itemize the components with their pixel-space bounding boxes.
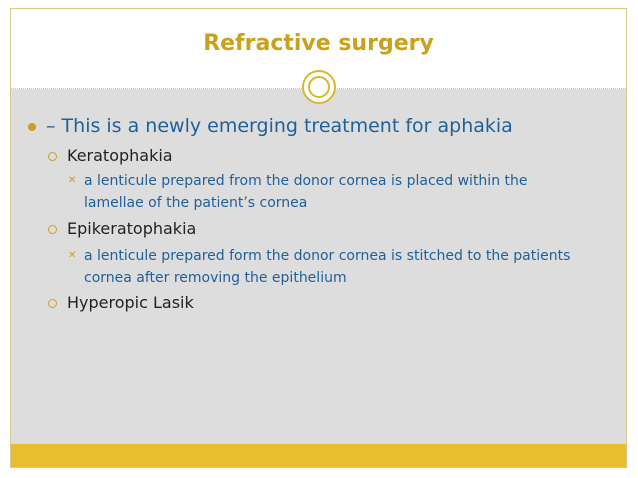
detail-epikeratophakia-text: a lenticule prepared form the donor cornea is stitched to the patients cornea after removing the epithelium bbox=[84, 248, 571, 286]
bullet-epikeratophakia bbox=[48, 219, 196, 238]
bullet-main bbox=[28, 115, 513, 137]
filled-circle-bullet-icon bbox=[28, 123, 36, 131]
bullet-epikeratophakia-label: Epikeratophakia bbox=[67, 219, 197, 238]
ring-bullet-icon bbox=[48, 225, 57, 234]
footer-accent-bar bbox=[11, 444, 626, 467]
ring-bullet-icon bbox=[48, 299, 57, 308]
detail-epikeratophakia bbox=[68, 245, 588, 289]
detail-keratophakia-text: a lenticule prepared from the donor cornea is placed within the lamellae of the patient’s cornea bbox=[84, 173, 528, 211]
cross-bullet-icon: ✕ bbox=[68, 175, 77, 186]
circle-ornament-icon bbox=[302, 70, 336, 104]
bullet-hyperopic-lasik bbox=[48, 293, 194, 312]
ring-bullet-icon bbox=[48, 152, 57, 161]
bullet-keratophakia bbox=[48, 146, 173, 165]
bullet-hyperopic-lasik-label: Hyperopic Lasik bbox=[67, 293, 194, 312]
bullet-keratophakia-label: Keratophakia bbox=[67, 146, 173, 165]
slide-title: Refractive surgery bbox=[203, 31, 434, 56]
detail-keratophakia bbox=[68, 170, 588, 214]
cross-bullet-icon: ✕ bbox=[68, 250, 77, 261]
bullet-main-text: – This is a newly emerging treatment for aphakia bbox=[46, 115, 513, 137]
